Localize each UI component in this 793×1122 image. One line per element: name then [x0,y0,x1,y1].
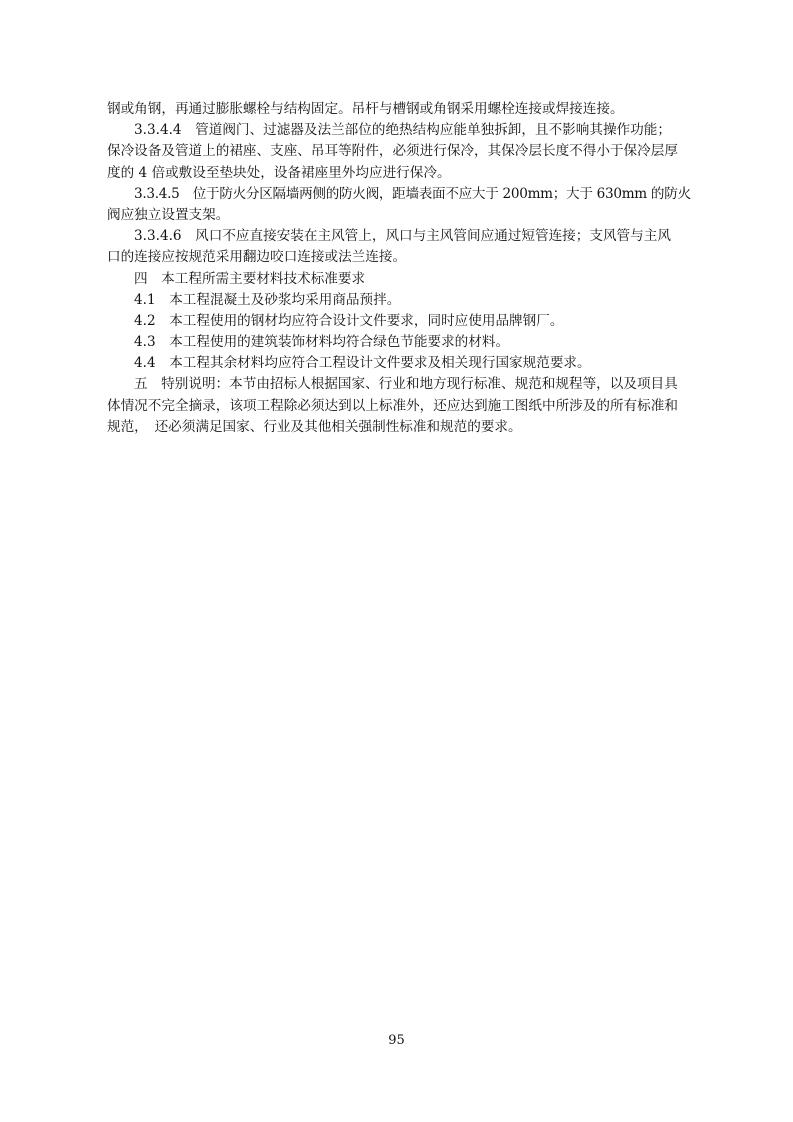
special-note-line-2: 体情况不完全摘录，该项工程除必须达到以上标准外，还应达到施工图纸中所涉及的所有标准和 [107,397,678,414]
special-note-line-3: 规范， 还必须满足国家、行业及其他相关强制性标准和规范的要求。 [107,418,522,435]
text-line-12: 4.3 本工程使用的建筑装饰材料均符合绿色节能要求的材料。 [134,334,510,351]
special-note-line-1: 五 特别说明：本节由招标人根据国家、行业和地方现行标准、规范和规程等，以及项目具 [134,376,678,393]
text-line-2: 3.3.4.4 管道阀门、过滤器及法兰部位的绝热结构应能单独拆卸，且不影响其操作功能； [134,122,671,139]
text-line-8: 口的连接应按规范采用翻边咬口连接或法兰连接。 [107,249,407,266]
text-line-11: 4.2 本工程使用的钢材均应符合设计文件要求，同时应使用品牌钢厂。 [134,312,564,329]
section-heading-materials: 四 本工程所需主要材料技术标准要求 [134,270,366,287]
text-line-1: 钢或角钢，再通过膨胀螺栓与结构固定。吊杆与槽钢或角钢采用螺栓连接或焊接连接。 [107,101,624,117]
page-number: 95 [388,1033,405,1048]
text-line-5: 3.3.4.5 位于防火分区隔墙两侧的防火阀，距墙表面不应大于 200mm；大于 630mm 的防火 [134,185,691,202]
document-body [107,99,691,438]
text-line-4: 度的 4 倍或敷设至垫块处，设备裙座里外均应进行保冷。 [107,164,451,181]
text-line-7: 3.3.4.6 风口不应直接安装在主风管上，风口与主风管间应通过短管连接；支风管与主风 [134,228,671,245]
text-line-10: 4.1 本工程混凝土及砂浆均采用商品预拌。 [134,291,401,308]
text-line-3: 保冷设备及管道上的裙座、支座、吊耳等附件，必须进行保冷，其保冷层长度不得小于保冷层厚 [107,143,678,160]
text-line-13: 4.4 本工程其余材料均应符合工程设计文件要求及相关现行国家规范要求。 [134,355,591,372]
text-line-6: 阀应独立设置支架。 [107,206,230,223]
